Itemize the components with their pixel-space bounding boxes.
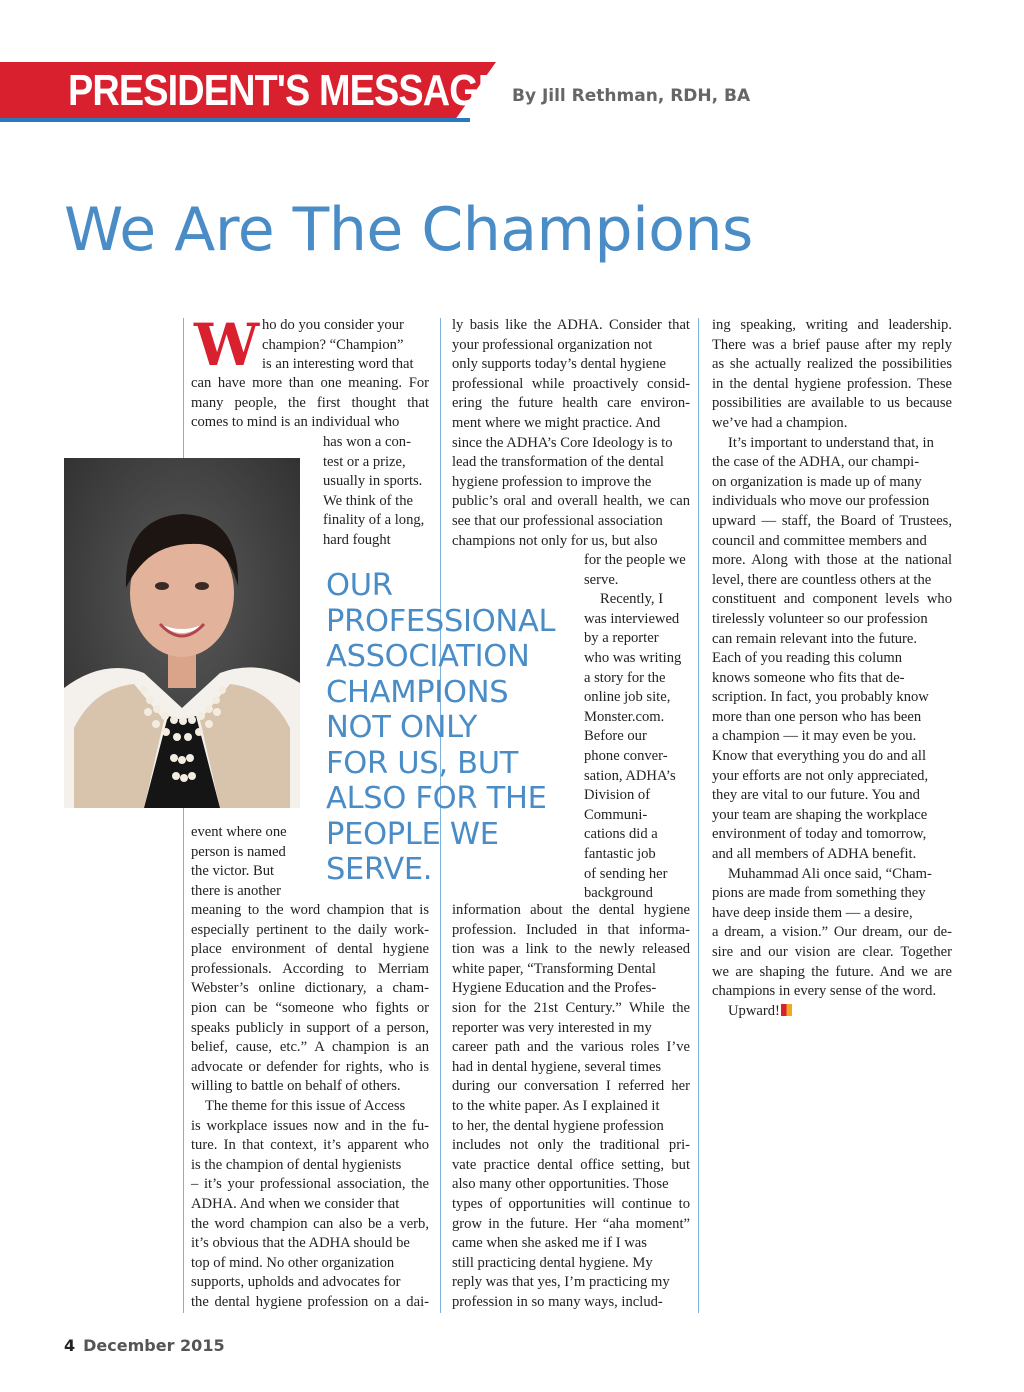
text-line: possibilities are available to us because	[712, 395, 952, 412]
text-line: council and committee members and	[712, 532, 927, 549]
text-line: grow in the future. Her “aha moment”	[452, 1215, 690, 1232]
author-portrait-photo	[64, 458, 300, 808]
text-line: ing speaking, writing and leadership.	[712, 317, 952, 333]
page-number: 4	[64, 1336, 76, 1355]
text-line: ture. In that context, it’s apparent who	[191, 1137, 429, 1154]
text-line: as she actually realized the possibilities	[712, 356, 952, 373]
pull-quote-line: SERVE.	[326, 852, 433, 887]
col1-below-photo	[191, 823, 311, 901]
col3-text	[712, 316, 952, 1021]
text-line: professionals. According to Merriam	[191, 960, 429, 977]
text-line: There was a brief pause after my reply	[712, 336, 952, 353]
issue-date: December 2015	[83, 1336, 225, 1355]
closing-line	[712, 1002, 952, 1022]
text-line: sation, ADHA’s	[584, 767, 676, 784]
text-line: Webster’s online dictionary, a cham-	[191, 980, 429, 997]
col2-text-a	[452, 316, 690, 551]
col1-text-a	[191, 374, 429, 433]
col2-text-b	[452, 901, 690, 1312]
text-line: environment of today and tomorrow,	[712, 826, 927, 843]
pull-quote-line: FOR US, BUT	[326, 745, 519, 781]
text-line: level, there are countless others at the	[712, 571, 932, 588]
byline: By Jill Rethman, RDH, BA	[512, 86, 751, 106]
text-line: lead the transformation of the dental	[452, 454, 664, 471]
text-line: is workplace issues now and in the fu-	[191, 1117, 429, 1134]
text-line: on organization is made up of many	[712, 473, 922, 490]
col2-narrow	[584, 551, 692, 904]
text-line: reporter was very interested in my	[452, 1019, 652, 1036]
text-line: the dental hygiene profession on a dai-	[191, 1293, 429, 1310]
text-line: speaks publicly in support of a person,	[191, 1019, 429, 1036]
text-line: willing to battle on behalf of others.	[191, 1078, 401, 1095]
text-line: test or a prize,	[323, 453, 406, 470]
text-line: came when she asked me if I was	[452, 1235, 647, 1252]
text-line: phone conver-	[584, 747, 668, 764]
col1-text-b	[191, 901, 429, 1312]
text-line: sion for the 21st Century.” While the	[452, 999, 690, 1016]
text-line: ment where we might practice. And	[452, 414, 661, 431]
text-line: more. Along with those at the national	[712, 552, 952, 569]
text-line: Communi-	[584, 806, 648, 823]
text-line: pions are made from something they	[712, 885, 926, 902]
text-line: public’s oral and overall health, we can	[452, 493, 690, 510]
text-line: – it’s your professional association, the	[191, 1176, 429, 1193]
text-line: they are vital to our future. You and	[712, 787, 920, 804]
text-line: career path and the various roles I’ve	[452, 1039, 690, 1056]
text-line: serve.	[584, 571, 619, 588]
section-title: PRESIDENT'S MESSAGE	[68, 66, 503, 115]
text-line: finality of a long,	[323, 512, 425, 529]
text-line: cations did a	[584, 826, 658, 843]
text-line: Upward!	[728, 1002, 780, 1019]
text-line: Hygiene Education and the Profes-	[452, 980, 657, 997]
article-headline: We Are The Champions	[64, 195, 753, 265]
text-line: see that our professional association	[452, 512, 663, 529]
text-line: many people, the first thought that	[191, 394, 429, 411]
text-line: advocate or defender for rights, who is	[191, 1058, 429, 1075]
text-line: We think of the	[323, 492, 414, 509]
pull-quote-line: NOT ONLY	[326, 710, 478, 745]
text-line: professional while proactively consid-	[452, 375, 690, 392]
text-line: also many other opportunities. Those	[452, 1176, 669, 1193]
text-line: white paper, “Transforming Dental	[452, 960, 656, 977]
text-line: since the ADHA’s Core Ideology is to	[452, 434, 673, 451]
banner-underline	[0, 118, 470, 122]
text-line: is an interesting word that	[262, 356, 414, 373]
text-line: tirelessly volunteer so our profession	[712, 610, 928, 627]
text-line: Monster.com.	[584, 708, 665, 725]
text-line: Recently, I	[600, 591, 664, 608]
text-line: we are shaping the future. And we are	[712, 963, 952, 980]
text-line: includes not only the traditional pri-	[452, 1137, 690, 1154]
text-line: your efforts are not only appreciated,	[712, 767, 929, 784]
text-line: still practicing dental hygiene. My	[452, 1254, 653, 1271]
text-line: only supports today’s dental hygiene	[452, 356, 667, 373]
text-line: your team are shaping the workplace	[712, 806, 928, 823]
text-line: a champion — it may even be you.	[712, 728, 917, 745]
text-line: and all members of ADHA benefit.	[712, 846, 917, 863]
text-line: ering the future health care environ-	[452, 395, 690, 412]
col1-intro	[262, 316, 428, 375]
drop-cap: W	[194, 311, 260, 379]
text-line: profession. Included in that informa-	[452, 921, 690, 938]
text-line: hygiene profession to improve the	[452, 473, 652, 490]
text-line: especially pertinent to the daily work-	[191, 921, 429, 938]
text-line: profession in so many ways, includ-	[452, 1293, 663, 1310]
text-line: meaning to the word champion that is	[191, 902, 429, 918]
text-line: individuals who move our profession	[712, 493, 930, 510]
pull-quote-line: ALSO FOR THE	[326, 781, 547, 816]
text-line: has won a con-	[323, 434, 411, 450]
text-line: Know that everything you do and all	[712, 748, 926, 765]
text-line: of sending her	[584, 865, 668, 882]
text-line: the victor. But	[191, 863, 275, 880]
text-line: background	[584, 885, 653, 902]
text-line: the word champion can also be a verb,	[191, 1215, 429, 1232]
column-rule-right	[698, 318, 699, 1313]
end-mark-icon	[781, 1004, 792, 1016]
text-line: had in dental hygiene, several times	[452, 1058, 662, 1075]
pull-quote-line: PROFESSIONAL	[326, 603, 556, 639]
pull-quote-line: ASSOCIATION	[326, 639, 530, 674]
text-line: information about the dental hygiene	[452, 902, 690, 918]
text-line: to the white paper. As I explained it	[452, 1097, 660, 1114]
text-line: a story for the	[584, 669, 666, 686]
pull-quote-line: OUR	[326, 568, 393, 603]
text-line: fantastic job	[584, 845, 656, 862]
pull-quote	[326, 568, 555, 888]
text-line: types of opportunities will continue to	[452, 1195, 690, 1212]
text-line: there is another	[191, 882, 281, 899]
text-line: knows someone who fits that de-	[712, 669, 905, 686]
text-line: have deep inside them — a desire,	[712, 904, 913, 921]
page-footer	[64, 1336, 225, 1355]
text-line: can have more than one meaning. For	[191, 375, 429, 391]
text-line: is the champion of dental hygienists	[191, 1156, 402, 1173]
text-line: ly basis like the ADHA. Consider that	[452, 317, 690, 333]
text-line: supports, upholds and advocates for	[191, 1274, 401, 1291]
text-line: tion was a link to the newly released	[452, 941, 690, 958]
text-line: comes to mind is an individual who	[191, 414, 400, 431]
text-line: belief, cause, etc.” A champion is an	[191, 1039, 429, 1056]
text-line: we’ve had a champion.	[712, 414, 848, 431]
text-line: sire and our vision are clear. Together	[712, 944, 952, 960]
text-line: scription. In fact, you probably know	[712, 689, 929, 706]
text-line: It’s important to understand that, in	[728, 434, 934, 451]
text-line: pion can be “someone who fights or	[191, 999, 429, 1016]
text-line: your professional organization not	[452, 336, 653, 353]
pull-quote-line: CHAMPIONS	[326, 674, 509, 710]
text-line: Muhammad Ali once said, “Cham-	[728, 865, 932, 882]
text-line: vate practice dental office setting, but	[452, 1156, 690, 1173]
text-line: champions in every sense of the word.	[712, 983, 937, 1000]
text-line: place environment of dental hygiene	[191, 941, 429, 958]
pull-quote-line: PEOPLE WE	[326, 816, 499, 852]
text-line: can remain relevant into the future.	[712, 630, 918, 647]
text-line: event where one	[191, 824, 287, 840]
text-line: during our conversation I referred her	[452, 1078, 690, 1095]
text-line: Each of you reading this column	[712, 650, 903, 667]
text-line: a dream, a vision.” Our dream, our de-	[712, 924, 952, 941]
text-line: reply was that yes, I’m practicing my	[452, 1274, 670, 1291]
text-line: in the dental hygiene profession. These	[712, 375, 952, 392]
text-line: top of mind. No other organization	[191, 1254, 395, 1271]
text-line: person is named	[191, 843, 286, 860]
text-line: who was writing	[584, 649, 682, 666]
text-line: upward — staff, the Board of Trustees,	[712, 512, 952, 529]
text-line: more than one person who has been	[712, 708, 922, 725]
text-line: champions not only for us, but also	[452, 532, 658, 549]
text-line: it’s obvious that the ADHA should be	[191, 1235, 410, 1252]
text-line: Division of	[584, 787, 651, 804]
text-line: the case of the ADHA, our champi-	[712, 454, 920, 471]
text-line: Before our	[584, 728, 647, 745]
text-line: usually in sports.	[323, 473, 423, 490]
text-line: ho do you consider your	[262, 317, 404, 333]
text-line: by a reporter	[584, 630, 659, 647]
text-line: to her, the dental hygiene profession	[452, 1117, 664, 1134]
text-line: champion? “Champion”	[262, 336, 404, 353]
text-line: online job site,	[584, 689, 671, 706]
text-line: The theme for this issue of Access	[205, 1097, 406, 1114]
text-line: for the people we	[584, 552, 686, 568]
text-line: ADHA. And when we consider that	[191, 1195, 400, 1212]
text-line: constituent and component levels who	[712, 591, 952, 608]
text-line: hard fought	[323, 531, 391, 548]
text-line: was interviewed	[584, 610, 680, 627]
col1-beside-photo	[323, 433, 429, 551]
